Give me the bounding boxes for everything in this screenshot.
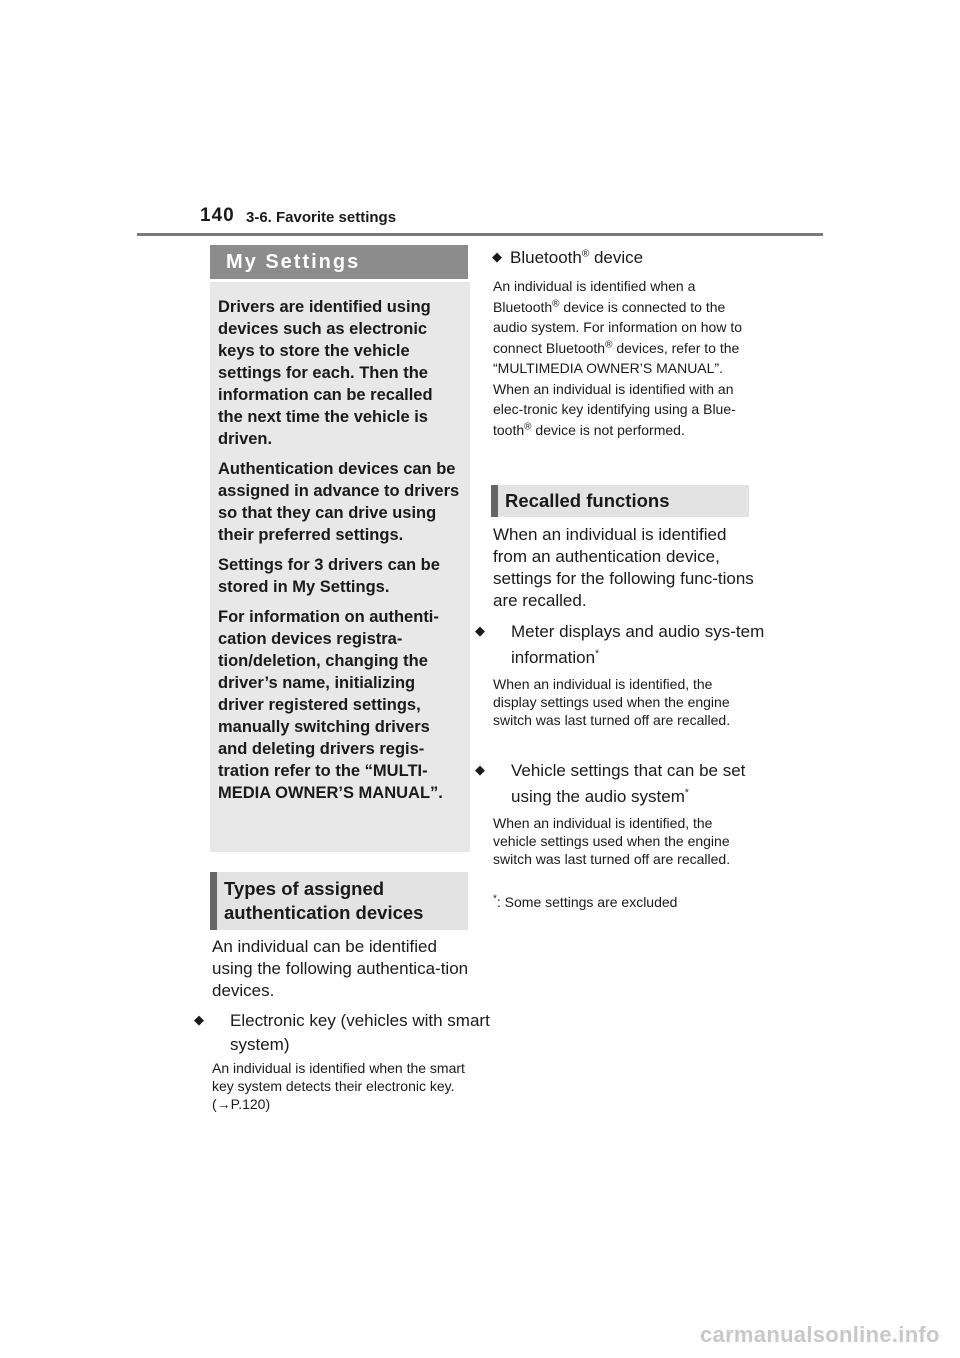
bullet-diamond-icon: ◆ — [194, 1012, 204, 1027]
recalled-intro: When an individual is identified from an authentication device, settings for the following func-tions are recalled. — [493, 525, 754, 610]
bullet-electronic-key-label: Electronic key (vehicles with smart system) — [230, 1011, 490, 1054]
header-rule — [137, 233, 823, 236]
recalled-functions-heading: Recalled functions — [491, 485, 749, 517]
meter-bullet-label: Meter displays and audio sys-tem information — [511, 622, 765, 667]
bluetooth-desc-part: An individual is identified when a Bluetooth — [493, 278, 696, 315]
registered-mark: ® — [524, 420, 532, 432]
bullet-vehicle-settings — [475, 757, 773, 810]
bluetooth-desc-part: device is not performed. — [531, 421, 685, 438]
bluetooth-bullet-text-a: Bluetooth — [510, 248, 582, 267]
bluetooth-desc-part: devices, refer to the “MULTIMEDIA OWNER’S MANUAL”. When an individual is identified with an elec-tronic key identifying using a Blue-tooth — [493, 339, 740, 438]
section-title: 3-6. Favorite settings — [246, 209, 397, 226]
intro-paragraph: Drivers are identified using devices such as electronic keys to store the vehicle settings for each. Then the information can be recalled the next time the vehicle is driven. — [218, 298, 433, 448]
bullet-diamond-icon: ◆ — [475, 623, 485, 638]
page-number: 140 — [200, 205, 235, 226]
bluetooth-desc-part: device is connected to the audio system. For information on how to connect Bluetooth — [493, 298, 743, 356]
asterisk-mark: * — [684, 787, 689, 799]
bullet-electronic-key — [194, 1008, 490, 1057]
asterisk-mark: * — [595, 648, 600, 660]
vehicle-desc: When an individual is identified, the vehicle settings used when the engine switch was last turned off are recalled. — [493, 815, 731, 867]
asterisk-mark: * — [493, 893, 497, 905]
footnote — [493, 893, 755, 911]
my-settings-heading: My Settings — [210, 245, 468, 279]
types-heading-line2: authentication devices — [224, 902, 424, 923]
types-heading-line1: Types of assigned — [224, 878, 385, 899]
registered-mark: ® — [552, 297, 560, 309]
bullet-meter-displays — [475, 618, 773, 671]
page-reference: P.120) — [230, 1096, 271, 1112]
bullet-diamond-icon: ◆ — [475, 762, 485, 777]
bullet-bluetooth — [492, 245, 752, 270]
bluetooth-desc — [493, 276, 755, 440]
bullet-diamond-icon: ◆ — [492, 249, 502, 264]
vehicle-bullet-label: Vehicle settings that can be set using the audio system — [511, 761, 746, 806]
meter-desc: When an individual is identified, the display settings used when the engine switch was last turned off are recalled. — [493, 676, 731, 728]
registered-mark: ® — [605, 338, 613, 350]
registered-mark: ® — [581, 248, 590, 260]
types-intro: An individual can be identified using the following authentica-tion devices. — [212, 937, 469, 1000]
bluetooth-bullet-text-b: device — [589, 248, 644, 267]
footnote-text: : Some settings are excluded — [496, 894, 678, 910]
types-heading — [210, 872, 468, 930]
arrow-icon: → — [216, 1096, 231, 1112]
electronic-key-desc — [212, 1059, 474, 1113]
intro-paragraph: Settings for 3 drivers can be stored in My Settings. — [218, 556, 440, 596]
intro-paragraph: Authentication devices can be assigned in advance to drivers so that they can drive using their preferred settings. — [218, 460, 460, 544]
intro-paragraph: For information on authenti-cation devices registra-tion/deletion, changing the driver’s name, initializing driver registered settings, manually switching drivers and deleting drivers regis-tration refer to the “MULTI-MEDIA OWNER’S MANUAL”. — [218, 608, 443, 802]
electronic-key-desc-text: An individual is identified when the smart key system detects their electronic key. ( — [212, 1060, 465, 1112]
intro-box — [210, 282, 470, 852]
watermark: carmanualsonline.info — [700, 1322, 940, 1347]
